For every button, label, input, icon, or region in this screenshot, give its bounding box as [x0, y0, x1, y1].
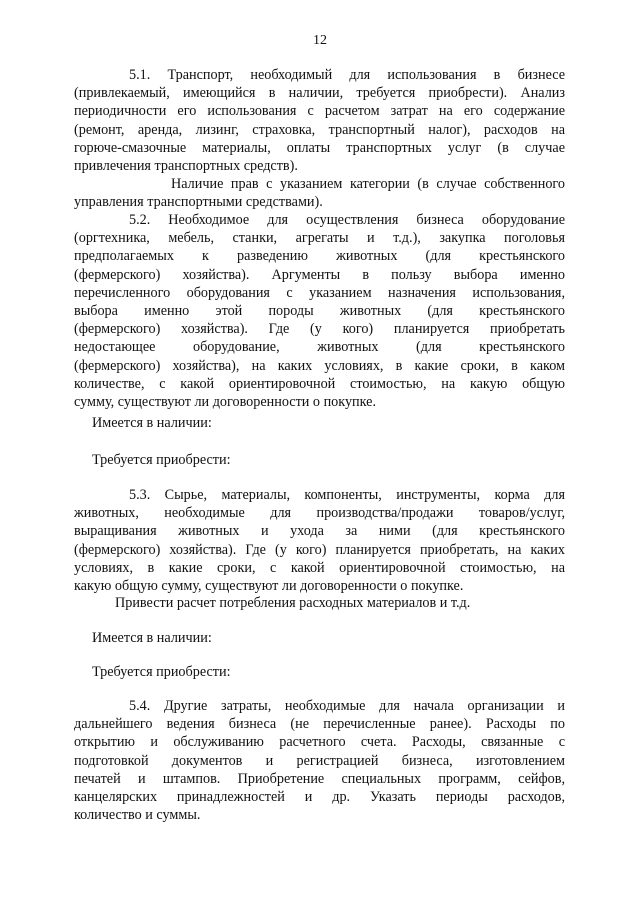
paragraph-line: 5.4. Другие затраты, необходимые для начала организации и — [129, 698, 565, 714]
label-have — [92, 414, 583, 432]
label-have-text: Имеется в наличии: — [92, 630, 212, 646]
paragraph-line: (фермерского) хозяйства), на каких условиях, в какие сроки, в каком — [74, 357, 565, 374]
label-need-text: Требуется приобрести: — [92, 664, 231, 680]
paragraph-line: 5.2. Необходимое для осуществления бизнеса оборудование — [129, 212, 565, 228]
paragraph-line: дальнейшего ведения бизнеса (не перечисленные ранее). Расходы по — [74, 716, 565, 733]
paragraph-line: привлечения транспортных средств). — [74, 158, 298, 175]
calc-note — [115, 594, 606, 612]
paragraph-line: (оргтехника, мебель, станки, агрегаты и т.д.), закупка поголовья — [74, 230, 565, 247]
paragraph-line: количестве, с какой ориентировочной стоимостью, на какую общую — [74, 375, 565, 392]
paragraph-line: сумму, существуют ли договоренности о покупке. — [74, 394, 377, 411]
section-5-1-rights — [74, 175, 565, 211]
paragraph-line: управления транспортными средствами). — [74, 194, 323, 211]
paragraph-line: (ремонт, аренда, лизинг, страховка, транспортный налог), расходов на — [74, 121, 565, 138]
paragraph-line: выращивания животных и ухода за ними (для крестьянского — [74, 523, 565, 540]
section-5-3 — [74, 486, 565, 595]
paragraph-line: открытию и обслуживанию расчетного счета. Расходы, связанные с — [74, 734, 565, 751]
paragraph-line: количество и суммы. — [74, 807, 201, 824]
paragraph-line: (фермерского) хозяйства). Аргументы в пользу выбора именно — [74, 266, 565, 283]
paragraph-line: Наличие прав с указанием категории (в случае собственного — [171, 176, 565, 192]
paragraph-line: животных, необходимые для производства/продажи товаров/услуг, — [74, 505, 565, 522]
section-5-4 — [74, 697, 565, 824]
paragraph-line: какую общую сумму, существуют ли договоренности о покупке. — [74, 578, 464, 595]
label-have-2 — [92, 629, 583, 647]
paragraph-line: перечисленного оборудования с указанием назначения использования, — [74, 284, 565, 301]
paragraph-line: недостающее оборудование, животных (для крестьянского — [74, 339, 565, 356]
paragraph-line: (привлекаемый, имеющийся в наличии, требуется приобрести). Анализ — [74, 85, 565, 102]
paragraph-line: печатей и штампов. Приобретение специальных программ, сейфов, — [74, 770, 565, 787]
paragraph-line: предполагаемых к разведению животных (для крестьянского — [74, 248, 565, 265]
paragraph-line: (фермерского) хозяйства). Где (у кого) планируется приобретать — [74, 321, 565, 338]
label-need — [92, 451, 583, 469]
paragraph-line: условиях, в какие сроки, с какой ориентировочной стоимостью, на — [74, 559, 565, 576]
paragraph-line: подготовкой документов и регистрацией бизнеса, изготовлением — [74, 752, 565, 769]
label-need-text: Требуется приобрести: — [92, 452, 231, 468]
label-need-2 — [92, 663, 583, 681]
label-have-text: Имеется в наличии: — [92, 415, 212, 431]
section-5-2 — [74, 211, 565, 411]
paragraph-line: периодичности его использования с расчетом затрат на его содержание — [74, 103, 565, 120]
paragraph-line: выбора именно этой породы животных (для крестьянского — [74, 303, 565, 320]
paragraph-line: канцелярских принадлежностей и др. Указать периоды расходов, — [74, 789, 565, 806]
paragraph-line: 5.3. Сырье, материалы, компоненты, инструменты, корма для — [129, 487, 565, 503]
paragraph-line: горюче-смазочные материалы, оплаты транспортных услуг (в случае — [74, 139, 565, 156]
page-number: 12 — [313, 33, 327, 48]
paragraph-line: 5.1. Транспорт, необходимый для использования в бизнесе — [129, 67, 565, 83]
paragraph-line: (фермерского) хозяйства). Где (у кого) планируется приобретать, на каких — [74, 541, 565, 558]
calc-note-text: Привести расчет потребления расходных материалов и т.д. — [115, 595, 471, 611]
section-5-1 — [74, 66, 565, 175]
